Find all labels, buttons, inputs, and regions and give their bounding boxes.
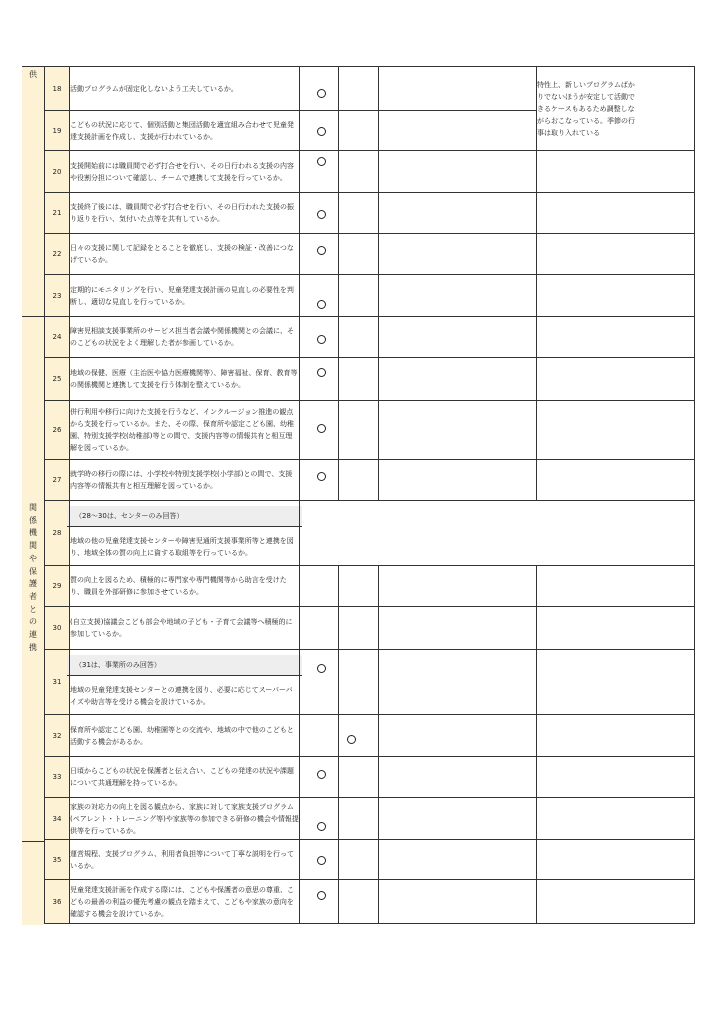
improvement-cell[interactable] bbox=[537, 401, 695, 460]
question-text bbox=[70, 757, 300, 798]
answer-yes-cell[interactable] bbox=[300, 193, 339, 234]
improvement-cell[interactable] bbox=[537, 798, 695, 840]
question-note: （31は、事業所のみ回答） bbox=[67, 655, 302, 676]
question-text-body: 定期的にモニタリングを行い、児童発達支援計画の見直しの必要性を判断し、適切な見直しを行っているか。 bbox=[70, 285, 294, 306]
item-number: 33 bbox=[45, 757, 70, 798]
comment-cell[interactable] bbox=[379, 111, 537, 151]
answer-yes-cell[interactable] bbox=[300, 111, 339, 151]
improvement-cell[interactable] bbox=[537, 757, 695, 798]
circle-mark bbox=[317, 127, 326, 136]
improvement-cell[interactable] bbox=[537, 151, 695, 193]
item-number: 29 bbox=[45, 566, 70, 607]
table-row bbox=[45, 650, 695, 715]
table-row bbox=[45, 880, 695, 924]
answer-yes-cell[interactable] bbox=[300, 757, 339, 798]
answer-no-cell[interactable] bbox=[339, 234, 379, 275]
answer-yes-cell[interactable] bbox=[300, 880, 339, 924]
answer-yes-cell[interactable] bbox=[300, 460, 339, 501]
question-text-body: 日頃からこどもの状況を保護者と伝え合い、こどもの発達の状況や課題について共通理解を持っているか。 bbox=[70, 767, 294, 787]
question-text bbox=[70, 151, 300, 193]
improvement-cell[interactable] bbox=[537, 840, 695, 880]
answer-no-cell[interactable] bbox=[339, 566, 379, 607]
question-text-body: 併行利用や移行に向けた支援を行うなど、インクルージョン推進の観点から支援を行っているか。また、その際、保育所や認定こども園、幼稚園、特別支援学校(幼稚部)等との間で、支援内容等の情報共有と相互理解を図っているか。 bbox=[70, 408, 294, 452]
comment-cell[interactable] bbox=[379, 193, 537, 234]
answer-yes-cell[interactable] bbox=[300, 317, 339, 358]
comment-cell[interactable] bbox=[379, 67, 537, 111]
question-text bbox=[70, 317, 300, 358]
item-number: 32 bbox=[45, 715, 70, 757]
comment-cell[interactable] bbox=[379, 650, 537, 715]
item-number: 22 bbox=[45, 234, 70, 275]
question-text-body: 保育所や認定こども園、幼稚園等との交流や、地域の中で他のこどもと活動する機会があるか。 bbox=[70, 725, 294, 746]
answer-no-cell[interactable] bbox=[339, 193, 379, 234]
comment-cell[interactable] bbox=[379, 715, 537, 757]
question-text bbox=[70, 798, 300, 840]
question-text bbox=[70, 67, 300, 111]
comment-cell[interactable] bbox=[379, 358, 537, 401]
question-text bbox=[70, 607, 300, 650]
comment-cell[interactable] bbox=[379, 317, 537, 358]
table-row bbox=[45, 715, 695, 757]
table-row bbox=[45, 501, 695, 566]
comment-cell[interactable] bbox=[379, 151, 537, 193]
circle-mark bbox=[317, 424, 326, 433]
question-text-body: 家族の対応力の向上を図る観点から、家族に対して家族支援プログラム(ペアレント・トレーニング等)や家族等の参加できる研修の機会や情報提供等を行っているか。 bbox=[70, 802, 299, 835]
table-row bbox=[45, 317, 695, 358]
comment-cell[interactable] bbox=[379, 460, 537, 501]
circle-mark bbox=[317, 89, 326, 98]
question-text-body: こどもの状況に応じて、個別活動と集団活動を適宜組み合わせて児童発達支援計画を作成し、支援が行われているか。 bbox=[70, 120, 294, 141]
item-number: 23 bbox=[45, 275, 70, 317]
question-text bbox=[70, 111, 300, 151]
category-label-support: 供 bbox=[29, 70, 37, 79]
circle-mark bbox=[317, 300, 326, 309]
question-text bbox=[70, 880, 300, 924]
improvement-cell[interactable] bbox=[537, 193, 695, 234]
question-text-body: 地域の保健、医療（主治医や協力医療機関等）、障害福祉、保育、教育等の関係機関と連携して支援を行う体制を整えているか。 bbox=[70, 369, 298, 389]
table-row bbox=[45, 401, 695, 460]
answer-no-cell[interactable] bbox=[339, 607, 379, 650]
item-number: 36 bbox=[45, 880, 70, 924]
comment-cell[interactable] bbox=[379, 401, 537, 460]
answer-no-cell[interactable] bbox=[339, 275, 379, 317]
question-text-body: 就学時の移行の際には、小学校や特別支援学校(小学部)との間で、支援内容等の情報共有と相互理解を図っているか。 bbox=[70, 470, 293, 490]
improvement-cell[interactable] bbox=[537, 234, 695, 275]
answer-no-cell[interactable] bbox=[339, 111, 379, 151]
improvement-note-text: 特性上、新しいプログラムばか りでないほうが安定して活動で きるケースもあるため調整しな がらおこなっている。季節の行 事は取り入れている bbox=[537, 80, 635, 137]
comment-cell[interactable] bbox=[379, 840, 537, 880]
question-text-body: 地域の他の児童発達支援センターや障害児通所支援事業所等と連携を図り、地域全体の質の向上に資する取組等を行っているか。 bbox=[70, 536, 294, 557]
item-number: 20 bbox=[45, 151, 70, 193]
answer-no-cell[interactable] bbox=[339, 650, 379, 715]
improvement-cell[interactable] bbox=[537, 317, 695, 358]
comment-cell[interactable] bbox=[379, 798, 537, 840]
circle-mark bbox=[317, 856, 326, 865]
answer-yes-cell[interactable] bbox=[300, 358, 339, 401]
answer-yes-cell[interactable] bbox=[300, 151, 339, 193]
table-row bbox=[45, 840, 695, 880]
question-text bbox=[70, 650, 300, 715]
circle-mark bbox=[317, 891, 326, 900]
table-row bbox=[45, 757, 695, 798]
circle-mark bbox=[317, 157, 326, 166]
table-row bbox=[45, 358, 695, 401]
answer-no-cell[interactable] bbox=[339, 317, 379, 358]
question-text-body: 支援終了後には、職員間で必ず打合せを行い、その日行われた支援の振り返りを行い、気付いた点等を共有しているか。 bbox=[70, 203, 294, 223]
question-text-body: 児童発達支援計画を作成する際には、こどもや保護者の意思の尊重、こどもの最善の利益の優先考慮の観点を踏まえて、こどもや家族の意向を確認する機会を設けているか。 bbox=[70, 885, 294, 918]
item-number: 19 bbox=[45, 111, 70, 151]
question-text bbox=[70, 234, 300, 275]
question-text bbox=[70, 193, 300, 234]
improvement-cell[interactable] bbox=[537, 650, 695, 715]
answer-yes-cell[interactable] bbox=[300, 234, 339, 275]
answer-no-cell[interactable] bbox=[339, 151, 379, 193]
item-number: 26 bbox=[45, 401, 70, 460]
answer-yes-cell[interactable] bbox=[300, 607, 339, 650]
answer-no-cell[interactable] bbox=[339, 757, 379, 798]
answer-blank-cell[interactable] bbox=[300, 501, 695, 566]
question-text bbox=[70, 501, 300, 566]
category-column bbox=[22, 66, 44, 925]
table-row bbox=[45, 67, 695, 111]
item-number: 30 bbox=[45, 607, 70, 650]
circle-mark bbox=[317, 822, 326, 831]
question-text-body: 質の向上を図るため、積極的に専門家や専門機関等から助言を受けたり、職員を外部研修に参加させているか。 bbox=[70, 576, 287, 596]
answer-yes-cell[interactable] bbox=[300, 67, 339, 111]
question-text bbox=[70, 566, 300, 607]
answer-yes-cell[interactable] bbox=[300, 401, 339, 460]
question-note: （28～30は、センターのみ回答） bbox=[67, 506, 302, 527]
question-text bbox=[70, 840, 300, 880]
category-cell-support bbox=[22, 66, 44, 316]
circle-mark bbox=[317, 335, 326, 344]
comment-cell[interactable] bbox=[379, 234, 537, 275]
answer-no-cell[interactable] bbox=[339, 67, 379, 111]
item-number: 25 bbox=[45, 358, 70, 401]
answer-yes-cell[interactable] bbox=[300, 275, 339, 317]
item-number: 21 bbox=[45, 193, 70, 234]
answer-no-cell[interactable] bbox=[339, 840, 379, 880]
table-row bbox=[45, 151, 695, 193]
item-number: 24 bbox=[45, 317, 70, 358]
question-text-body: 活動プログラムが固定化しないよう工夫しているか。 bbox=[70, 84, 238, 93]
item-number: 31 bbox=[45, 650, 70, 715]
improvement-cell[interactable] bbox=[537, 880, 695, 924]
question-text-body: 運営規程、支援プログラム、利用者負担等について丁寧な説明を行っているか。 bbox=[70, 849, 294, 870]
improvement-cell[interactable] bbox=[537, 566, 695, 607]
question-text-body: 障害児相談支援事業所のサービス担当者会議や関係機関との会議に、そのこどもの状況をよく理解した者が参画しているか。 bbox=[70, 327, 294, 347]
item-number: 18 bbox=[45, 67, 70, 111]
answer-yes-cell[interactable] bbox=[300, 650, 339, 715]
item-number: 28 bbox=[45, 501, 70, 566]
circle-mark bbox=[317, 472, 326, 481]
question-text bbox=[70, 275, 300, 317]
question-text bbox=[70, 460, 300, 501]
answer-no-cell[interactable] bbox=[339, 798, 379, 840]
category-label-collaboration: 関 係 機 関 や 保 護 者 と の 連 携 bbox=[29, 503, 37, 652]
improvement-cell[interactable] bbox=[537, 275, 695, 317]
comment-cell[interactable] bbox=[379, 757, 537, 798]
evaluation-table bbox=[44, 66, 695, 924]
table-row bbox=[45, 607, 695, 650]
table-row bbox=[45, 193, 695, 234]
answer-yes-cell[interactable] bbox=[300, 715, 339, 757]
comment-cell[interactable] bbox=[379, 607, 537, 650]
item-number: 34 bbox=[45, 798, 70, 840]
improvement-cell[interactable] bbox=[537, 607, 695, 650]
answer-no-cell[interactable] bbox=[339, 715, 379, 757]
answer-yes-cell[interactable] bbox=[300, 798, 339, 840]
question-text-body: 日々の支援に関して記録をとることを徹底し、支援の検証・改善につなげているか。 bbox=[70, 244, 294, 264]
question-text-body: 支援開始前には職員間で必ず打合せを行い、その日行われる支援の内容や役割分担について確認し、チームで連携して支援を行っているか。 bbox=[70, 161, 294, 182]
comment-cell[interactable] bbox=[379, 566, 537, 607]
question-text-body: (自立支援)協議会こども部会や地域の子ども・子育て会議等へ積極的に参加しているか。 bbox=[70, 618, 293, 638]
circle-mark bbox=[317, 664, 326, 673]
answer-no-cell[interactable] bbox=[339, 460, 379, 501]
answer-yes-cell[interactable] bbox=[300, 840, 339, 880]
table-row bbox=[45, 275, 695, 317]
circle-mark bbox=[317, 246, 326, 255]
self-evaluation-sheet bbox=[22, 66, 694, 925]
improvement-cell[interactable] bbox=[537, 358, 695, 401]
improvement-cell[interactable] bbox=[537, 715, 695, 757]
table-row bbox=[45, 234, 695, 275]
comment-cell[interactable] bbox=[379, 275, 537, 317]
question-text-body: 地域の児童発達支援センターとの連携を図り、必要に応じてスーパーバイズや助言等を受ける機会を設けているか。 bbox=[70, 685, 293, 706]
item-number: 35 bbox=[45, 840, 70, 880]
answer-no-cell[interactable] bbox=[339, 880, 379, 924]
improvement-cell[interactable] bbox=[537, 460, 695, 501]
item-number: 27 bbox=[45, 460, 70, 501]
answer-no-cell[interactable] bbox=[339, 358, 379, 401]
table-row bbox=[45, 798, 695, 840]
question-text bbox=[70, 715, 300, 757]
question-text bbox=[70, 401, 300, 460]
table-row bbox=[45, 460, 695, 501]
improvement-note-cell[interactable] bbox=[537, 67, 695, 151]
answer-yes-cell[interactable] bbox=[300, 566, 339, 607]
circle-mark bbox=[317, 210, 326, 219]
circle-mark bbox=[347, 735, 356, 744]
category-cell-explanation bbox=[22, 841, 44, 925]
circle-mark bbox=[317, 368, 326, 377]
answer-no-cell[interactable] bbox=[339, 401, 379, 460]
question-text bbox=[70, 358, 300, 401]
category-cell-collaboration bbox=[22, 316, 44, 841]
table-row bbox=[45, 566, 695, 607]
comment-cell[interactable] bbox=[379, 880, 537, 924]
circle-mark bbox=[317, 770, 326, 779]
